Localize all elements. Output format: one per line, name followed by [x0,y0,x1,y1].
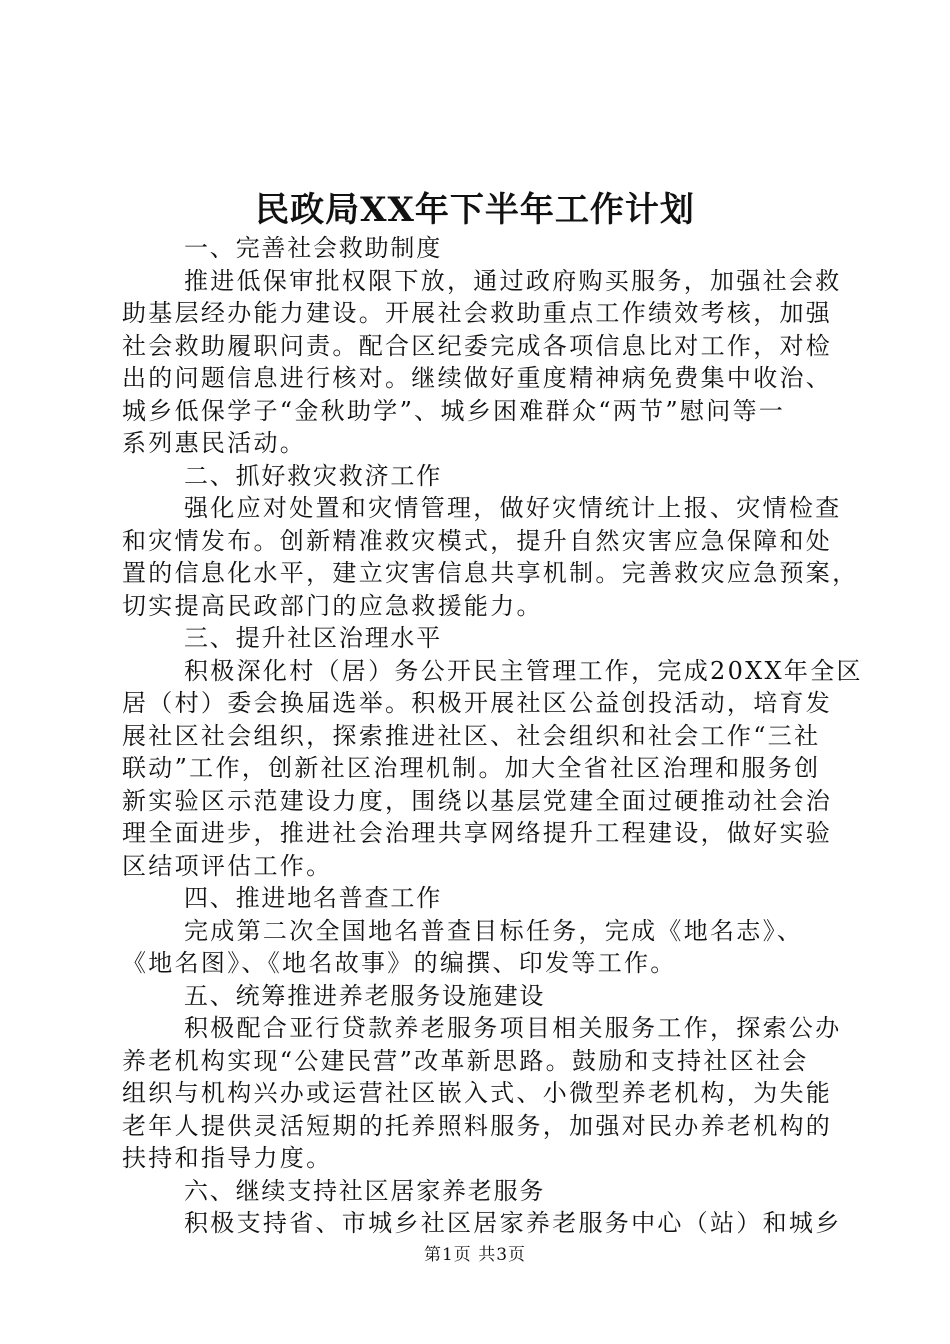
section-heading: 五、统筹推进养老服务设施建设 [184,981,546,1010]
section-heading: 六、继续支持社区居家养老服务 [184,1176,546,1205]
body-line: 联动”工作，创新社区治理机制。加大全省社区治理和服务创 [122,754,821,782]
section-heading: 四、推进地名普查工作 [184,884,442,912]
document-body [122,232,863,1240]
body-line: 切实提高民政部门的应急救援能力。 [122,591,543,620]
body-line: 积极配合亚行贷款养老服务项目相关服务工作，探索公办 [184,1014,842,1042]
body-line: 助基层经办能力建设。开展社会救助重点工作绩效考核，加强 [122,299,833,327]
section-heading: 二、抓好救灾救济工作 [184,461,442,490]
body-line: 扶持和指导力度。 [122,1144,333,1172]
body-line: 置的信息化水平，建立灾害信息共享机制。完善救灾应急预案， [122,559,859,587]
body-line: 新实验区示范建设力度，围绕以基层党建全面过硬推动社会治 [122,786,833,815]
section-heading: 三、提升社区治理水平 [184,624,442,652]
body-line: 理全面进步，推进社会治理共享网络提升工程建设，做好实验 [122,819,833,847]
body-line: 社会救助履职问责。配合区纪委完成各项信息比对工作，对检 [122,331,833,360]
page-title: 民政局XX年下半年工作计划 [255,190,695,230]
body-line: 组织与机构兴办或运营社区嵌入式、小微型养老机构，为失能 [122,1079,833,1107]
body-line: 养老机构实现“公建民营”改革新思路。鼓励和支持社区社会 [122,1046,809,1075]
body-line: 系列惠民活动。 [122,429,307,457]
body-line: 展社区社会组织，探索推进社区、社会组织和社会工作“三社 [122,721,821,750]
body-line: 强化应对处置和灾情管理，做好灾情统计上报、灾情检查 [184,494,842,522]
section-heading: 一、完善社会救助制度 [184,234,442,262]
body-line: 和灾情发布。创新精准救灾模式，提升自然灾害应急保障和处 [122,526,833,555]
body-line: 推进低保审批权限下放，通过政府购买服务，加强社会救 [184,266,842,295]
body-line: 积极深化村（居）务公开民主管理工作，完成20XX年全区 [184,656,863,685]
body-line: 完成第二次全国地名普查目标任务，完成《地名志》、 [184,916,804,945]
body-line: 老年人提供灵活短期的托养照料服务，加强对民办养老机构的 [122,1111,833,1140]
page-footer: 第1页 共3页 [423,1245,527,1265]
body-line: 出的问题信息进行核对。继续做好重度精神病免费集中收治、 [122,364,833,392]
body-line: 《地名图》、《地名故事》的编撰、印发等工作。 [122,949,677,977]
body-line: 居（村）委会换届选举。积极开展社区公益创投活动，培育发 [122,689,833,717]
body-line: 城乡低保学子“金秋助学”、城乡困难群众“两节”慰问等一 [122,396,786,425]
body-line: 积极支持省、市城乡社区居家养老服务中心（站）和城乡 [184,1209,842,1237]
body-line: 区结项评估工作。 [122,851,333,880]
